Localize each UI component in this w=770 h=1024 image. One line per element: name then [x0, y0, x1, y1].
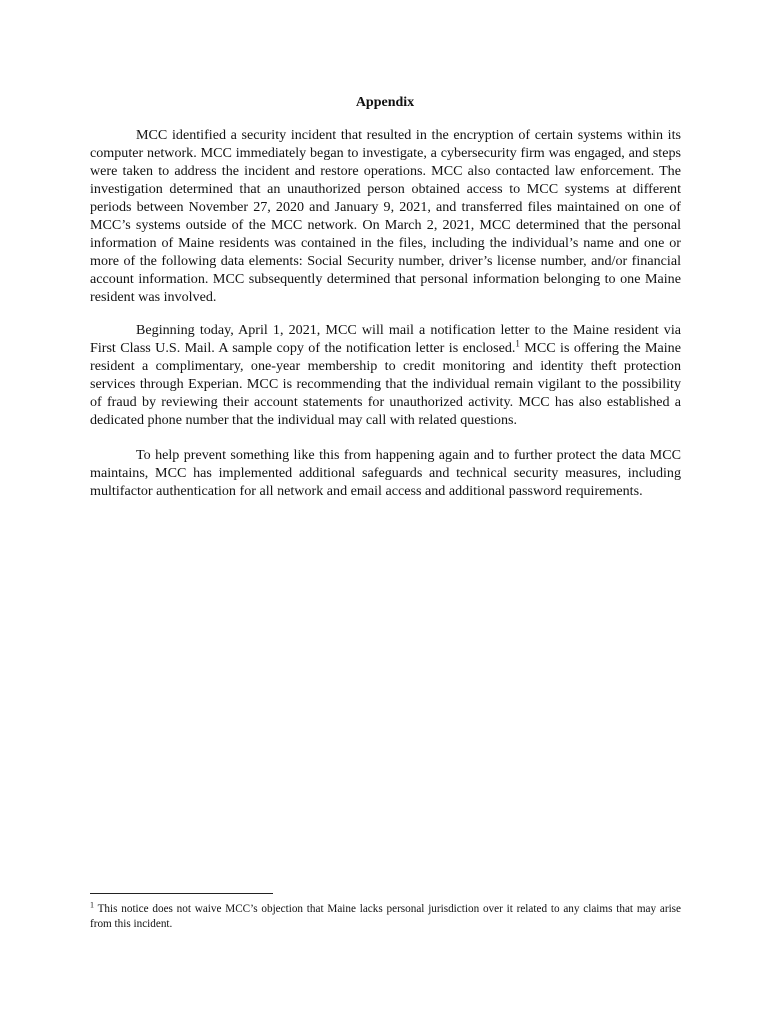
footnote-text: This notice does not waive MCC’s objection that Maine lacks personal jurisdiction over it related to any claims that may arise from this incident.	[90, 903, 681, 930]
paragraph-text: MCC identified a security incident that resulted in the encryption of certain systems within its computer network. MCC immediately began to investigate, a cybersecurity firm was engaged, and steps were taken to address the incident and restore operations. MCC also contacted law enforcement. The investigation determined that an unauthorized person obtained access to MCC systems at different periods between November 27, 2020 and January 9, 2021, and transferred files maintained on one of MCC’s systems outside of the MCC network. On March 2, 2021, MCC determined that the personal information of Maine residents was contained in the files, including the individual’s name and one or more of the following data elements: Social Security number, driver’s license number, and/or financial account information. MCC subsequently determined that personal information belonging to one Maine resident was involved.	[90, 127, 681, 305]
paragraph-text: To help prevent something like this from happening again and to further protect the data MCC maintains, MCC has implemented additional safeguards and technical security measures, including multifactor authentication for all network and email access and additional password requirements.	[90, 447, 681, 499]
footnote-marker: 1	[90, 900, 94, 910]
paragraph-safeguards	[90, 446, 681, 500]
page-title: Appendix	[355, 95, 415, 110]
paragraph-incident-description	[90, 126, 681, 306]
paragraph-notification	[90, 321, 681, 429]
footnote-reference: 1	[515, 338, 520, 349]
paragraph-text-part: MCC is offering the Maine resident a complimentary, one-year membership to credit monitoring and identity theft protection services through Experian. MCC is recommending that the individual remain vigilant to the possibility of fraud by reviewing their account statements for unauthorized activity. MCC has also established a dedicated phone number that the individual may call with related questions.	[90, 340, 681, 428]
footnote	[90, 902, 681, 932]
paragraph-text-part: Beginning today, April 1, 2021, MCC will mail a notification letter to the Maine resident via First Class U.S. Mail. A sample copy of the notification letter is enclosed.	[90, 322, 681, 356]
paragraph-text	[90, 321, 681, 429]
footnote-divider	[90, 893, 273, 894]
